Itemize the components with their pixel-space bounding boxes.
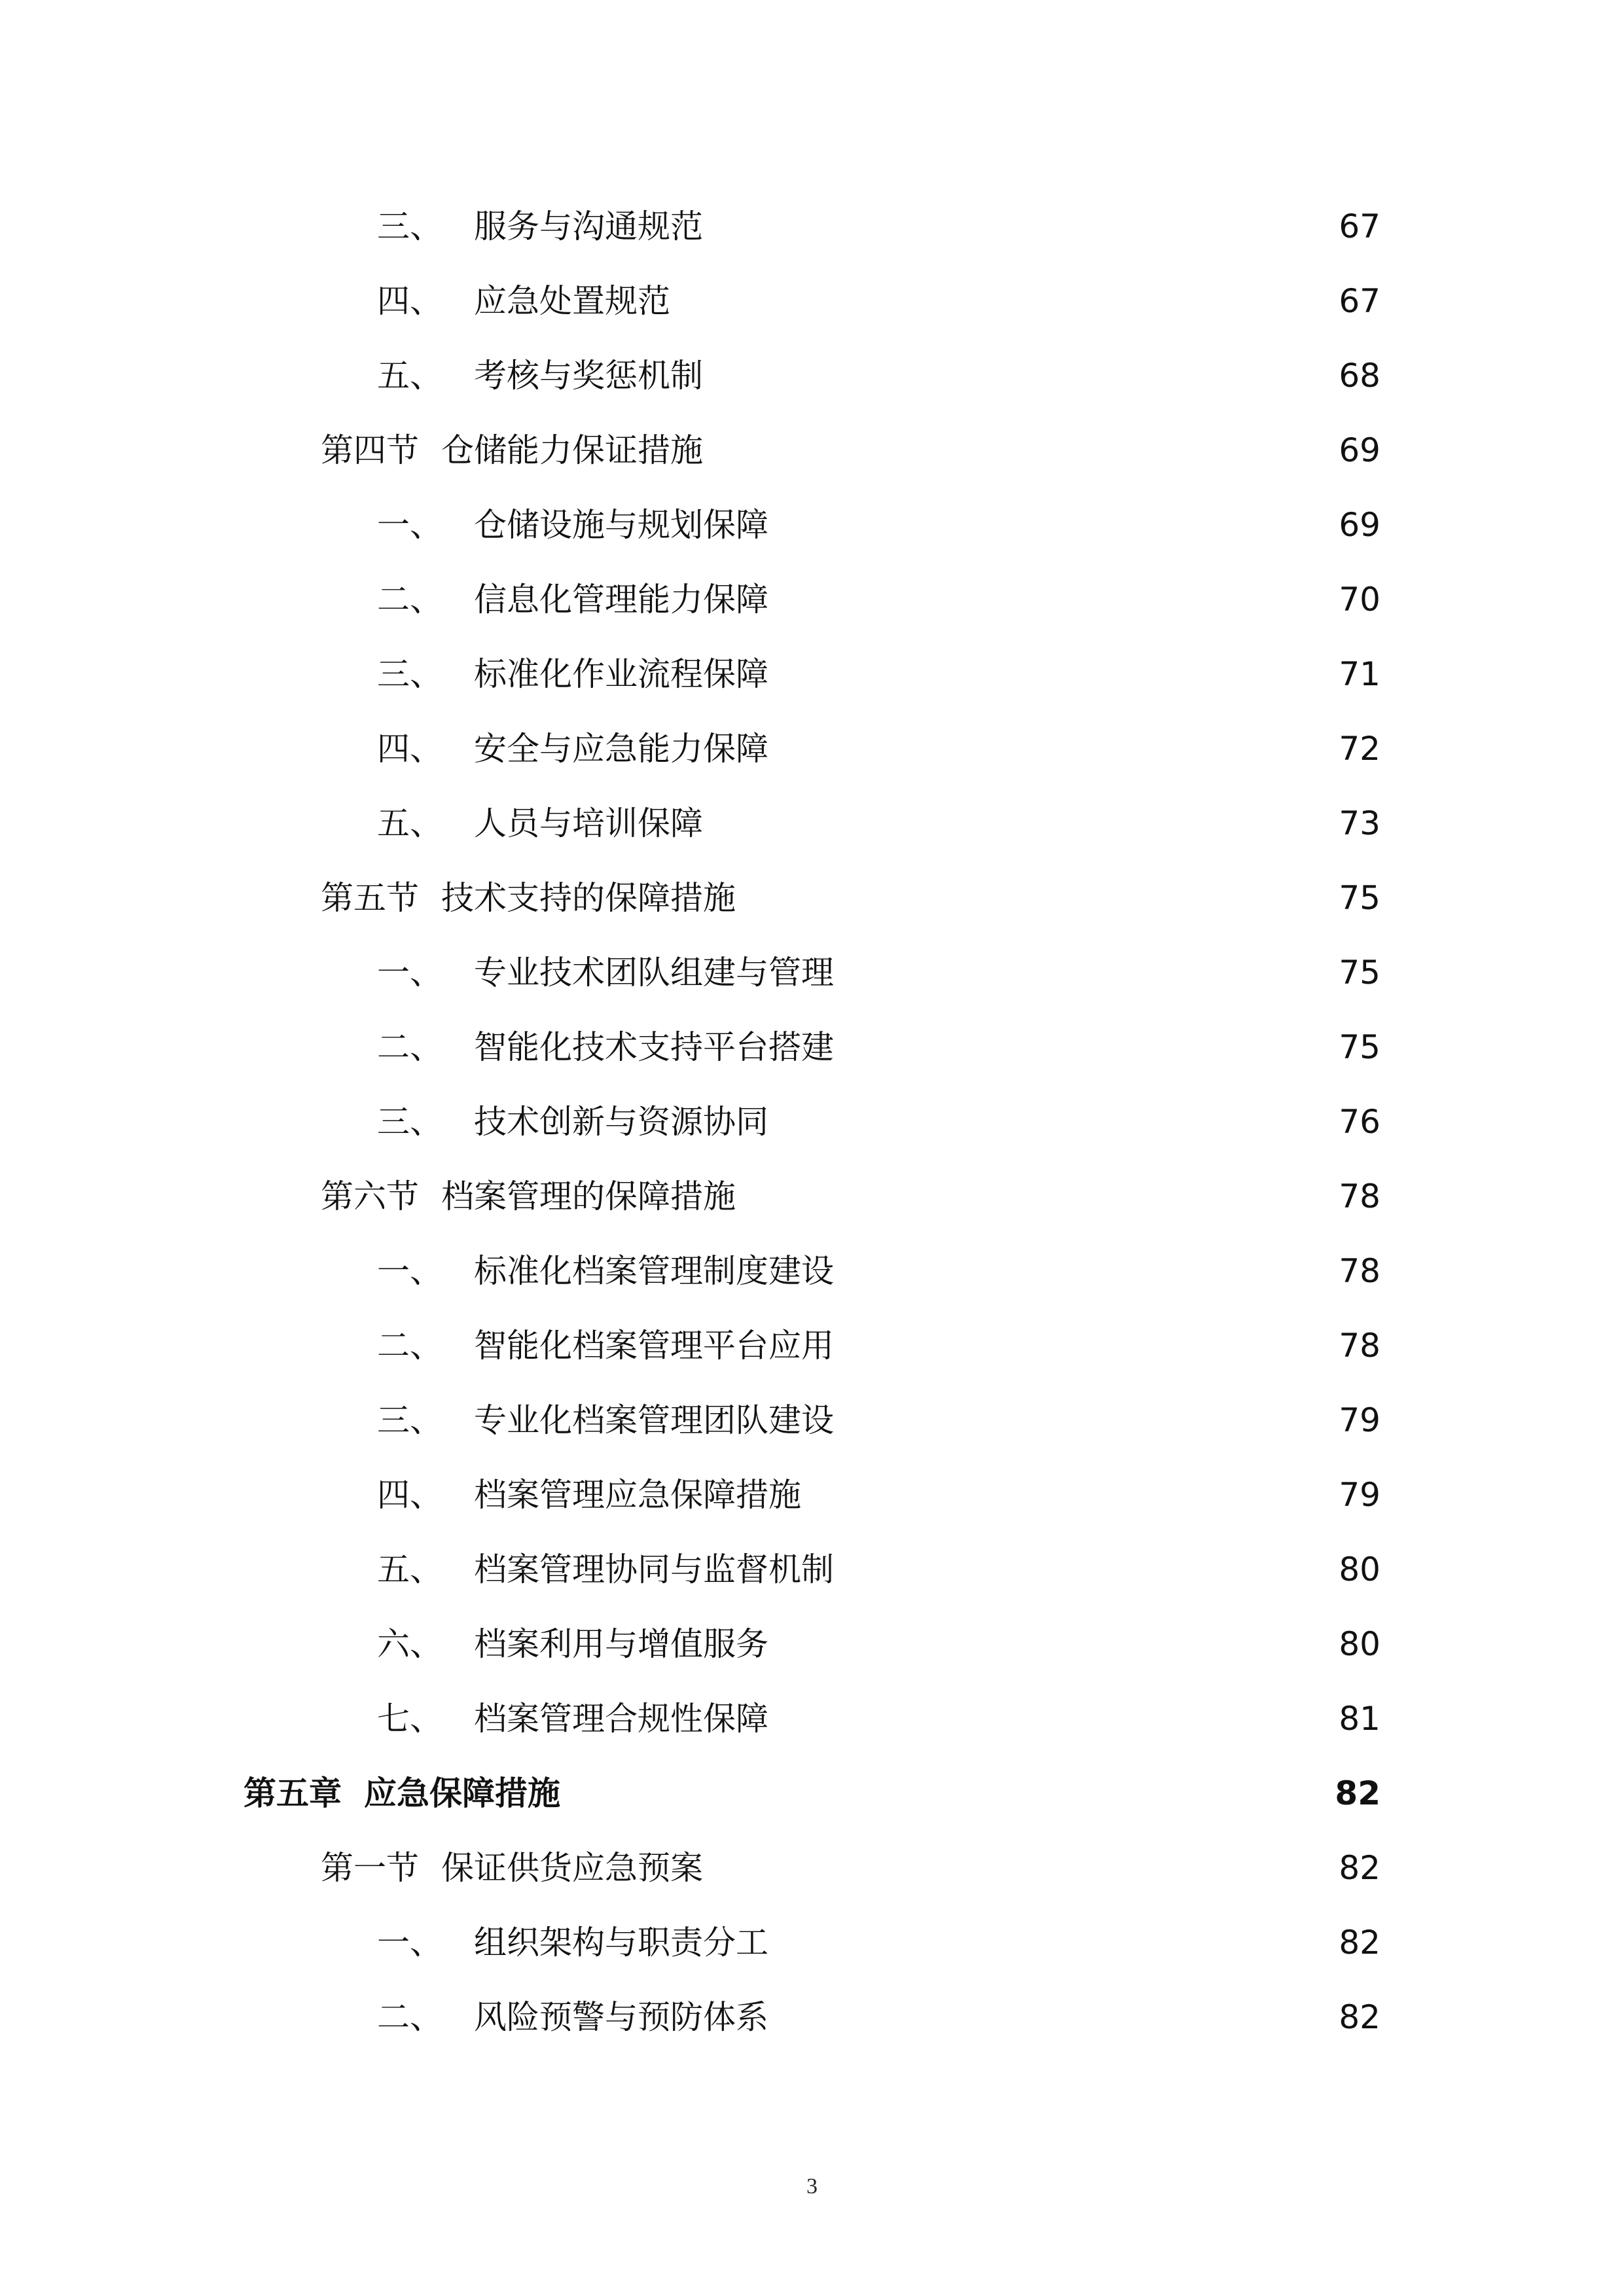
- toc-leader-dots: [846, 1553, 1322, 1586]
- toc-entry-title: 智能化档案管理平台应用: [474, 1327, 834, 1365]
- toc-leader-dots: [572, 1777, 1322, 1810]
- toc-entry[interactable]: [0, 562, 1624, 637]
- toc-entry[interactable]: [0, 637, 1624, 711]
- toc-entry-number: 四、: [377, 1476, 442, 1514]
- toc-leader-dots: [780, 1628, 1322, 1660]
- toc-entry-number: 第五章: [244, 1774, 342, 1812]
- toc-entry-number: 七、: [377, 1700, 442, 1738]
- toc-entry-page: 68: [1339, 357, 1380, 395]
- toc-entry-title: 仓储设施与规划保障: [474, 506, 768, 544]
- toc-entry-title: 考核与奖惩机制: [474, 357, 703, 395]
- toc-entry-number: 一、: [377, 1252, 442, 1290]
- toc-entry-number: 三、: [377, 1401, 442, 1439]
- toc-leader-dots: [715, 807, 1322, 840]
- toc-entry-number: 五、: [377, 1551, 442, 1588]
- toc-entry-number: 第六节: [321, 1177, 419, 1215]
- toc-entry-number: 第五节: [321, 879, 419, 917]
- toc-leader-dots: [780, 2001, 1322, 2034]
- toc-entry[interactable]: [0, 338, 1624, 413]
- toc-entry-title: 档案管理协同与监督机制: [474, 1551, 834, 1588]
- toc-leader-dots: [813, 1479, 1322, 1511]
- toc-entry-page: 82: [1339, 1849, 1380, 1887]
- toc-entry-number: 二、: [377, 1998, 442, 2036]
- toc-leader-dots: [715, 210, 1322, 243]
- toc-entry-number: 一、: [377, 1924, 442, 1962]
- toc-entry-page: 69: [1339, 506, 1380, 544]
- toc-entry-page: 80: [1339, 1625, 1380, 1663]
- toc-leader-dots: [780, 1702, 1322, 1735]
- toc-entry-title: 组织架构与职责分工: [474, 1924, 768, 1962]
- toc-entry[interactable]: [0, 1010, 1624, 1085]
- table-of-contents: [0, 189, 1624, 2054]
- toc-entry-title: 档案管理合规性保障: [474, 1700, 768, 1738]
- toc-entry-number: 二、: [377, 1327, 442, 1365]
- toc-entry[interactable]: [0, 711, 1624, 786]
- toc-entry-page: 78: [1339, 1177, 1380, 1215]
- toc-entry-title: 专业化档案管理团队建设: [474, 1401, 834, 1439]
- toc-entry[interactable]: [0, 1458, 1624, 1532]
- toc-entry[interactable]: [0, 1234, 1624, 1308]
- toc-leader-dots: [846, 1404, 1322, 1437]
- toc-entry-page: 82: [1339, 1924, 1380, 1962]
- toc-entry-title: 档案管理的保障措施: [441, 1177, 736, 1215]
- toc-entry[interactable]: [0, 1831, 1624, 1905]
- toc-entry-title: 技术支持的保障措施: [441, 879, 736, 917]
- toc-entry-title: 应急保障措施: [364, 1774, 560, 1812]
- toc-entry[interactable]: [0, 861, 1624, 935]
- toc-entry-title: 档案利用与增值服务: [474, 1625, 768, 1663]
- toc-entry[interactable]: [0, 1159, 1624, 1234]
- toc-entry-number: 第四节: [321, 431, 419, 469]
- toc-entry-page: 69: [1339, 431, 1380, 469]
- toc-entry[interactable]: [0, 1308, 1624, 1383]
- toc-entry-page: 81: [1339, 1700, 1380, 1738]
- toc-entry-page: 70: [1339, 581, 1380, 619]
- toc-leader-dots: [846, 1329, 1322, 1362]
- toc-entry-page: 67: [1339, 282, 1380, 320]
- toc-entry-page: 78: [1339, 1252, 1380, 1290]
- toc-leader-dots: [780, 1105, 1322, 1138]
- toc-entry-number: 四、: [377, 282, 442, 320]
- toc-entry-title: 保证供货应急预案: [441, 1849, 703, 1887]
- toc-entry-page: 82: [1339, 1998, 1380, 2036]
- toc-entry[interactable]: [0, 488, 1624, 562]
- toc-entry-number: 二、: [377, 1028, 442, 1066]
- toc-leader-dots: [780, 583, 1322, 616]
- toc-entry-page: 78: [1339, 1327, 1380, 1365]
- toc-entry[interactable]: [0, 264, 1624, 338]
- toc-entry-page: 72: [1339, 730, 1380, 768]
- toc-entry-number: 一、: [377, 506, 442, 544]
- toc-entry[interactable]: [0, 1085, 1624, 1159]
- toc-leader-dots: [780, 658, 1322, 691]
- toc-leader-dots: [846, 956, 1322, 989]
- toc-leader-dots: [715, 434, 1322, 467]
- footer-page-number: 3: [806, 2174, 818, 2198]
- toc-leader-dots: [846, 1255, 1322, 1287]
- toc-entry[interactable]: [0, 786, 1624, 861]
- toc-entry-page: 79: [1339, 1476, 1380, 1514]
- toc-leader-dots: [780, 509, 1322, 541]
- toc-entry-page: 71: [1339, 655, 1380, 693]
- toc-entry-page: 73: [1339, 804, 1380, 842]
- toc-entry-number: 第一节: [321, 1849, 419, 1887]
- toc-entry-number: 三、: [377, 207, 442, 245]
- toc-entry-title: 档案管理应急保障措施: [474, 1476, 801, 1514]
- toc-entry-title: 智能化技术支持平台搭建: [474, 1028, 834, 1066]
- toc-leader-dots: [682, 285, 1322, 317]
- toc-entry[interactable]: [0, 1532, 1624, 1607]
- toc-leader-dots: [780, 732, 1322, 765]
- toc-leader-dots: [748, 882, 1322, 914]
- toc-entry-number: 五、: [377, 357, 442, 395]
- toc-entry[interactable]: [0, 1980, 1624, 2054]
- toc-entry-title: 风险预警与预防体系: [474, 1998, 768, 2036]
- toc-entry-title: 应急处置规范: [474, 282, 670, 320]
- toc-entry[interactable]: [0, 1607, 1624, 1681]
- toc-entry-number: 六、: [377, 1625, 442, 1663]
- toc-entry-number: 一、: [377, 954, 442, 992]
- toc-entry-title: 信息化管理能力保障: [474, 581, 768, 619]
- toc-entry-number: 二、: [377, 581, 442, 619]
- toc-entry-number: 三、: [377, 1103, 442, 1141]
- toc-entry-page: 75: [1339, 879, 1380, 917]
- toc-entry-title: 专业技术团队组建与管理: [474, 954, 834, 992]
- toc-leader-dots: [748, 1180, 1322, 1213]
- toc-entry[interactable]: [0, 1383, 1624, 1458]
- toc-entry-number: 四、: [377, 730, 442, 768]
- toc-entry[interactable]: [0, 413, 1624, 488]
- toc-entry-page: 79: [1339, 1401, 1380, 1439]
- toc-entry-number: 五、: [377, 804, 442, 842]
- toc-entry[interactable]: [0, 1756, 1624, 1831]
- toc-entry-title: 仓储能力保证措施: [441, 431, 703, 469]
- toc-entry[interactable]: [0, 1681, 1624, 1756]
- toc-entry-page: 76: [1339, 1103, 1380, 1141]
- toc-entry-title: 技术创新与资源协同: [474, 1103, 768, 1141]
- toc-entry-page: 75: [1339, 954, 1380, 992]
- toc-entry-page: 75: [1339, 1028, 1380, 1066]
- toc-leader-dots: [780, 1926, 1322, 1959]
- toc-entry[interactable]: [0, 1905, 1624, 1980]
- toc-entry-title: 标准化档案管理制度建设: [474, 1252, 834, 1290]
- toc-leader-dots: [846, 1031, 1322, 1064]
- toc-leader-dots: [715, 359, 1322, 392]
- toc-entry-title: 安全与应急能力保障: [474, 730, 768, 768]
- toc-entry-page: 67: [1339, 207, 1380, 245]
- toc-entry[interactable]: [0, 189, 1624, 264]
- toc-entry-title: 服务与沟通规范: [474, 207, 703, 245]
- toc-entry[interactable]: [0, 935, 1624, 1010]
- toc-entry-title: 人员与培训保障: [474, 804, 703, 842]
- toc-entry-title: 标准化作业流程保障: [474, 655, 768, 693]
- toc-leader-dots: [715, 1852, 1322, 1884]
- toc-entry-number: 三、: [377, 655, 442, 693]
- toc-entry-page: 82: [1335, 1774, 1380, 1812]
- toc-entry-page: 80: [1339, 1551, 1380, 1588]
